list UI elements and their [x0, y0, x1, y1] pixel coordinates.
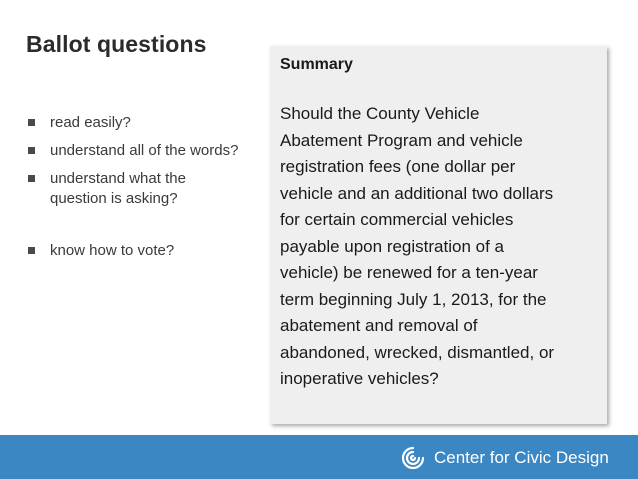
list-item [28, 241, 243, 261]
bullet-square-icon [28, 147, 35, 154]
list-item [28, 169, 243, 209]
brand [400, 445, 609, 471]
list-item-text: understand all of the words? [50, 142, 239, 159]
bullet-square-icon [28, 175, 35, 182]
footer-bar [0, 435, 638, 479]
summary-line: for certain commercial vehicles [280, 210, 514, 229]
list-item [28, 141, 243, 161]
summary-line: Should the County Vehicle [280, 104, 480, 123]
slide-title: Ballot questions [26, 31, 207, 57]
spiral-logo-icon [400, 445, 426, 471]
list-item-text: know how to vote? [50, 242, 175, 259]
summary-line: registration fees (one dollar per [280, 157, 516, 176]
summary-line: term beginning July 1, 2013, for the [280, 289, 547, 309]
summary-line: Abatement Program and vehicle [280, 130, 523, 150]
summary-line: abatement and removal of [280, 316, 478, 335]
summary-line: vehicle) be renewed for a ten-year [280, 263, 538, 282]
question-list [28, 113, 243, 269]
summary-text [280, 101, 602, 393]
bullet-square-icon [28, 247, 35, 254]
bullet-square-icon [28, 119, 35, 126]
list-item-text: understand what the question is asking? [50, 170, 186, 207]
summary-line: vehicle and an additional two dollars [280, 183, 554, 203]
summary-line: abandoned, wrecked, dismantled, or [280, 342, 555, 362]
list-item-text: read easily? [50, 114, 131, 131]
list-item [28, 113, 243, 133]
summary-box [270, 46, 607, 424]
summary-line: payable upon registration of a [280, 236, 504, 256]
brand-name: Center for Civic Design [434, 448, 609, 467]
summary-line: inoperative vehicles? [280, 369, 439, 388]
summary-heading: Summary [280, 56, 353, 73]
